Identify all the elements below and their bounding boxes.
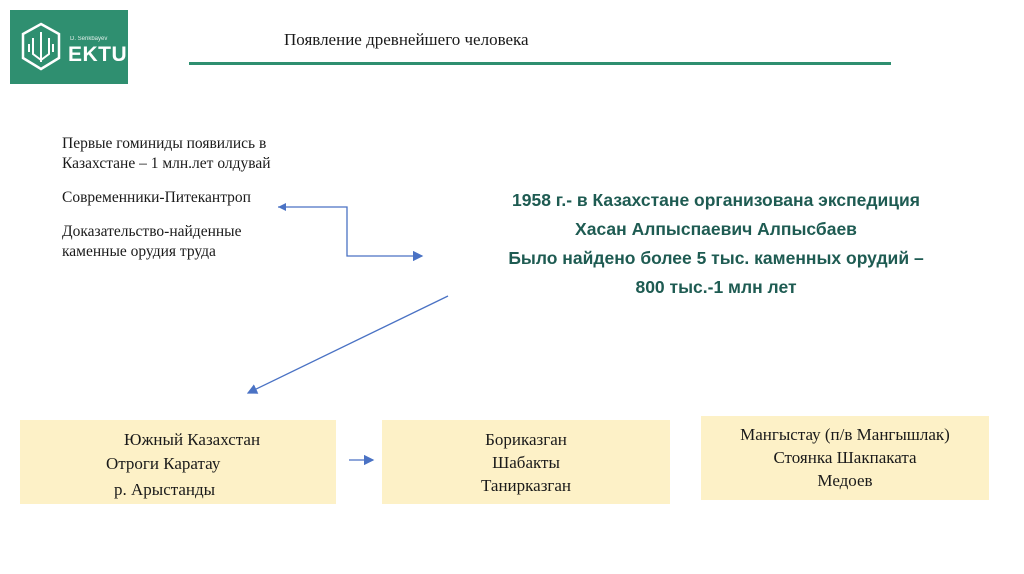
elbow-connector-arrow: [278, 207, 422, 256]
note-hominids: Первые гоминиды появились в Казахстане – 1 млн.лет олдувай: [62, 135, 271, 172]
region-line: Бориказган: [485, 430, 567, 449]
page-title: Появление древнейшего человека: [284, 30, 529, 49]
logo-subtitle: D. Serikbayev: [70, 36, 108, 42]
diagonal-arrow: [248, 296, 448, 393]
note-evidence: Доказательство-найденные каменные орудия труда: [62, 223, 242, 260]
expedition-line-3: Было найдено более 5 тыс. каменных орудий –: [508, 248, 924, 268]
expedition-line-1: 1958 г.- в Казахстане организована экспедиция: [512, 190, 920, 210]
elbow-connector-arrowhead-left: [278, 203, 286, 211]
expedition-line-4: 800 тыс.-1 млн лет: [635, 277, 797, 297]
region-line: Мангыстау (п/в Мангышлак): [740, 425, 950, 444]
logo-brand: EKTU: [68, 43, 128, 66]
region-line: Отроги Каратау: [106, 454, 221, 473]
note-contemporaries: Современники-Питекантроп: [62, 189, 251, 206]
region-line: Шабакты: [492, 453, 560, 472]
region-line: Танирказган: [480, 476, 572, 495]
region-line: Южный Казахстан: [124, 430, 261, 449]
expedition-line-2: Хасан Алпыспаевич Алпысбаев: [575, 219, 857, 239]
region-line: р. Арыстанды: [114, 480, 216, 499]
region-line: Стоянка Шакпаката: [773, 448, 917, 467]
region-line: Медоев: [817, 471, 873, 490]
